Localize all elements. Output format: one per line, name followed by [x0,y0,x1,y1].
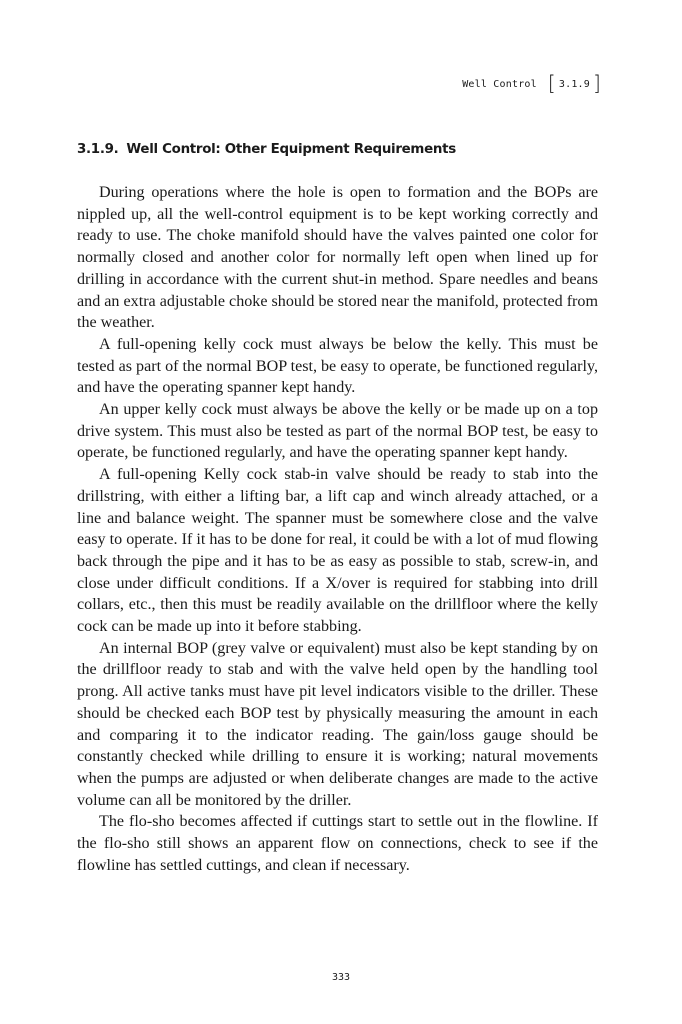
section-heading [77,142,607,157]
running-head-title: Well Control [462,78,537,90]
running-head [462,71,604,95]
paragraph-2: A full-opening kelly cock must always be below the kelly. This must be tested as part of the normal BOP test, be easy to operate, be functioned regularly, and have the operating spanner kept handy. [77,335,598,397]
running-head-section-number: 3.1.9 [558,78,590,90]
paragraph-5: An internal BOP (grey valve or equivalent) must also be kept standing by on the drillfloor ready to stab and with the valve held open by the handling tool prong. All active tanks must have pit level indicators visible to the driller. These should be checked each BOP test by physically measuring the amount in each and comparing it to the indicator reading. The gain/loss gauge should be constantly checked while drilling to ensure it is working; natural movements when the pumps are adjusted or when deliberate changes are made to the active volume can all be monitored by the driller. [77,639,598,809]
paragraph-3: An upper kelly cock must always be above the kelly or be made up on a top drive system. This must also be tested as part of the normal BOP test, be easy to operate, be functioned regularly, and have the operating spanner kept handy. [77,401,598,462]
paragraph-1: During operations where the hole is open to formation and the BOPs are nippled up, all the well-control equipment is to be kept working correctly and ready to use. The choke manifold should have the valves painted one color for normally closed and another color for normally left open when lined up for drilling in accordance with the current shut-in method. Spare needles and beans and an extra adjustable choke should be stored near the manifold, protected from the weather. [77,184,598,332]
paragraph-4: A full-opening Kelly cock stab-in valve should be ready to stab into the drillstring, with either a lifting bar, a lift cap and winch already attached, or a line and balance weight. The spanner must be somewhere close and the valve easy to operate. If it has to be done for real, it could be with a lot of mud flowing back through the pipe and it has to be as easy as possible to stab, screw-in, and close under difficult conditions. If a X/over is required for stabbing into drill collars, etc., then this must be readily available on the drillfloor where the kelly cock can be made up into it before stabbing. [77,466,598,636]
open-bracket: [ [547,71,556,95]
section-heading-title: Well Control: Other Equipment Requirements [126,142,456,157]
close-bracket: ] [592,71,601,95]
page-number: 333 [331,972,351,983]
running-head-section [545,71,604,95]
body-text [77,182,598,877]
paragraph-6: The flo-sho becomes affected if cuttings start to settle out in the flowline. If the flo-sho still shows an apparent flow on connections, check to see if the flowline has settled cuttings, and clean if necessary. [77,813,598,874]
section-heading-number: 3.1.9. [77,142,119,157]
